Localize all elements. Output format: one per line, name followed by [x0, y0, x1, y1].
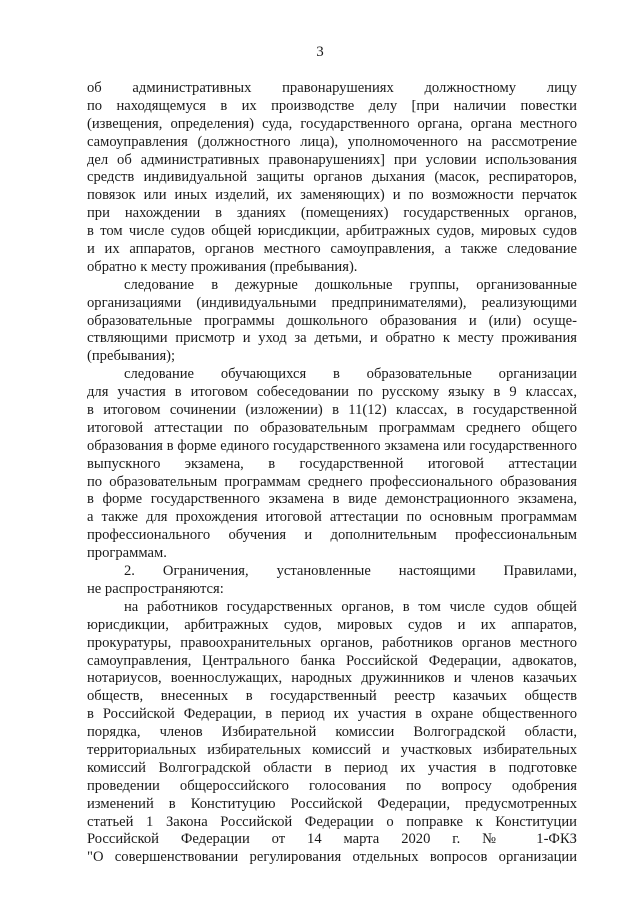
text-line: самоуправления, Центрального банка Российской Федерации, адвокатов,	[87, 652, 577, 669]
page-number: 3	[316, 44, 324, 60]
text-line: комиссий Волгоградской области в период их участия в подготовке	[87, 759, 577, 776]
text-line: по находящемуся в их производстве делу [при наличии повестки	[87, 97, 577, 114]
text-line: Российской Федерации от 14 марта 2020 г. № 1-ФКЗ	[87, 831, 577, 848]
text-line: средств индивидуальной защиты органов дыхания (масок, респираторов,	[87, 169, 577, 186]
text-line: следование обучающихся в образовательные организации	[124, 366, 577, 383]
text-line: дел об административных правонарушениях] при условии использования	[87, 151, 577, 168]
text-line: порядка, членов Избирательной комиссии Волгоградской области,	[87, 724, 577, 741]
text-line: ствляющими присмотр и уход за детьми, и обратно к месту проживания	[87, 330, 577, 347]
text-line: образования в форме единого государственного экзамена или государственного	[87, 437, 577, 454]
text-line: проведении общероссийского голосования по вопросу одобрения	[87, 777, 577, 794]
text-line: профессионального обучения и дополнительным профессиональным	[87, 527, 577, 544]
text-line: самоуправления (должностного лица), уполномоченного на рассмотрение	[87, 133, 577, 150]
text-line: не распространяются:	[87, 580, 224, 597]
text-line: обратно к месту проживания (пребывания).	[87, 258, 358, 275]
text-line: при нахождении в зданиях (помещениях) государственных органов,	[87, 205, 577, 222]
text-line: в итоговом сочинении (изложении) в 11(12) классах, в государственной	[87, 402, 577, 419]
text-line: прокуратуры, правоохранительных органов, работников органов местного	[87, 634, 577, 651]
text-line: обществ, внесенных в государственный реестр казачьих обществ	[87, 688, 577, 705]
text-line: повязок или иных изделий, их заменяющих) и по возможности перчаток	[87, 187, 577, 204]
text-line: для участия в итоговом собеседовании по русскому языку в 9 классах,	[87, 384, 577, 401]
text-line: и их аппаратов, органов местного самоуправления, а также следование	[87, 241, 577, 258]
text-line: статьей 1 Закона Российской Федерации о поправке к Конституции	[87, 813, 577, 830]
text-line: нотариусов, военнослужащих, народных дружинников и членов казачьих	[87, 670, 577, 687]
text-line: выпускного экзамена, в государственной итоговой аттестации	[87, 455, 577, 472]
text-line: по образовательным программам среднего профессионального образования	[87, 473, 577, 490]
text-line: территориальных избирательных комиссий и участковых избирательных	[87, 741, 577, 758]
text-line: в Российской Федерации, в период их участия в охране общественного	[87, 706, 577, 723]
text-line: (пребывания);	[87, 348, 176, 365]
text-line: программам.	[87, 545, 167, 562]
text-line: в форме государственного экзамена в виде демонстрационного экзамена,	[87, 491, 577, 508]
text-line: "О совершенствовании регулирования отдельных вопросов организации	[87, 849, 577, 866]
text-line: следование в дежурные дошкольные группы, организованные	[124, 276, 577, 293]
text-line: на работников государственных органов, в том числе судов общей	[124, 598, 577, 615]
text-line: в том числе судов общей юрисдикции, арбитражных судов, мировых судов	[87, 223, 577, 240]
text-line: об административных правонарушениях должностному лицу	[87, 80, 577, 96]
text-line: 2. Ограничения, установленные настоящими Правилами,	[124, 563, 577, 580]
text-line: организациями (индивидуальными предпринимателями), реализующими	[87, 294, 577, 311]
text-line: (извещения, определения) суда, государственного органа, органа местного	[87, 115, 577, 132]
document-body	[87, 80, 577, 867]
text-line: изменений в Конституцию Российской Федерации, предусмотренных	[87, 795, 577, 812]
text-line: итоговой аттестации по образовательным программам среднего общего	[87, 419, 577, 436]
text-line: юрисдикции, арбитражных судов, мировых судов и их аппаратов,	[87, 616, 577, 633]
text-line: образовательные программы дошкольного образования и (или) осуще-	[87, 312, 577, 329]
text-line: а также для прохождения итоговой аттестации по основным программам	[87, 509, 577, 526]
